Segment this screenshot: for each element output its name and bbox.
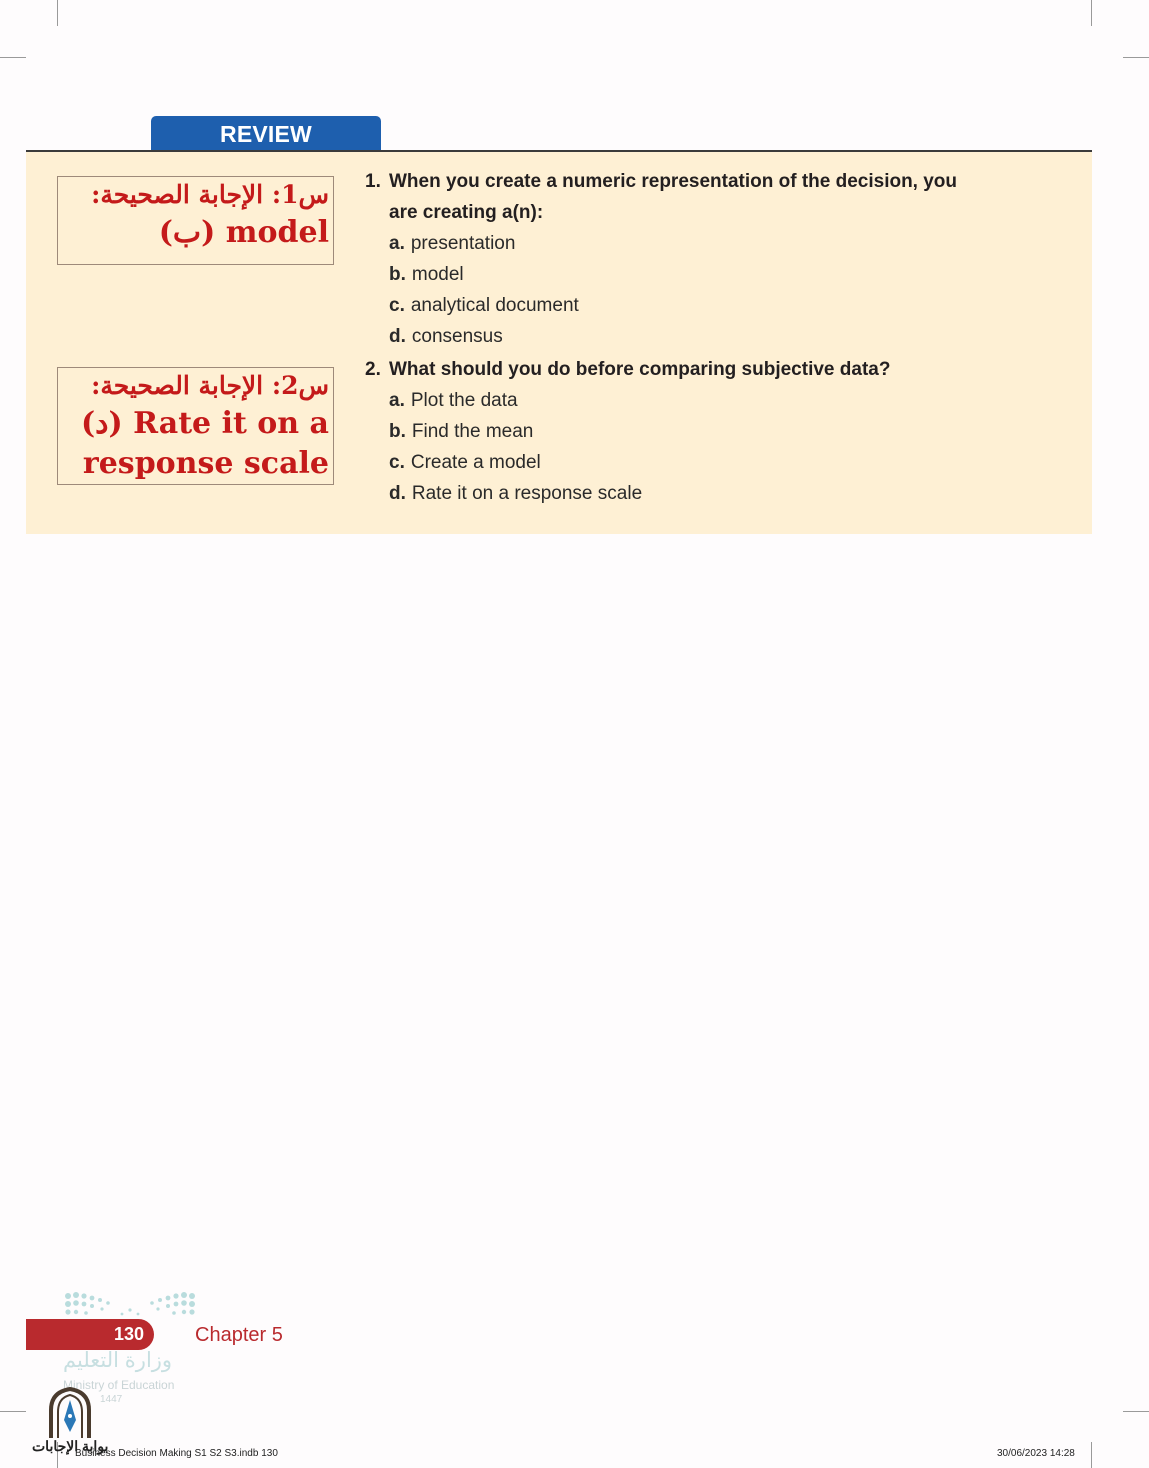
option-a xyxy=(365,385,1065,416)
option-letter: b. xyxy=(389,421,406,442)
answer-box-2 xyxy=(57,367,334,485)
option-a xyxy=(365,228,1065,259)
option-d xyxy=(365,321,1065,352)
answer-heading: س1: الإجابة الصحيحة: xyxy=(91,180,329,209)
option-c xyxy=(365,290,1065,321)
answer-text: Rate it on a (د) xyxy=(80,406,329,441)
question-2 xyxy=(365,354,1065,509)
option-b xyxy=(365,259,1065,290)
question-list xyxy=(365,166,1065,509)
option-letter: a. xyxy=(389,390,405,411)
option-text: presentation xyxy=(410,233,516,254)
question-stem xyxy=(365,166,1065,228)
option-letter: c. xyxy=(389,452,405,473)
question-number: 1. xyxy=(365,171,381,192)
ministry-year: 1447 xyxy=(100,1394,123,1405)
page-number: 130 xyxy=(26,1319,154,1350)
answer-box-1 xyxy=(57,176,334,265)
option-text: Create a model xyxy=(410,452,541,473)
crop-mark xyxy=(1091,1442,1092,1468)
question-stem xyxy=(365,354,1065,385)
answer-text: response scale xyxy=(82,446,329,481)
option-text: Rate it on a response scale xyxy=(411,483,643,504)
question-number: 2. xyxy=(365,359,381,380)
option-b xyxy=(365,416,1065,447)
print-date: 30/06/2023 14:28 xyxy=(997,1448,1075,1459)
question-stem-line: What should you do before comparing subjective data? xyxy=(389,359,891,380)
option-letter: c. xyxy=(389,295,405,316)
ministry-name-english: Ministry of Education xyxy=(63,1378,175,1392)
option-d xyxy=(365,478,1065,509)
crop-mark xyxy=(57,0,58,26)
crop-mark xyxy=(1091,0,1092,26)
crop-mark xyxy=(0,57,26,58)
crop-mark xyxy=(1123,57,1149,58)
option-letter: b. xyxy=(389,264,406,285)
option-letter: d. xyxy=(389,483,406,504)
answer-heading: س2: الإجابة الصحيحة: xyxy=(91,371,329,400)
answer-text: model (ب) xyxy=(158,215,329,250)
ministry-name-arabic: وزارة التعليم xyxy=(63,1349,173,1372)
chapter-label: Chapter 5 xyxy=(195,1324,283,1346)
option-letter: a. xyxy=(389,233,405,254)
section-rule xyxy=(26,150,1092,152)
option-text: model xyxy=(411,264,464,285)
option-text: consensus xyxy=(411,326,503,347)
crop-mark xyxy=(1123,1411,1149,1412)
option-letter: d. xyxy=(389,326,406,347)
answers-portal-name: بوابة الإجابات xyxy=(32,1438,109,1454)
print-slug: Business Decision Making S1 S2 S3.indb 130 xyxy=(75,1448,278,1459)
answers-portal-logo-icon xyxy=(45,1386,95,1440)
question-stem-line: When you create a numeric representation of the decision, you xyxy=(389,171,958,192)
option-c xyxy=(365,447,1065,478)
option-text: Find the mean xyxy=(411,421,534,442)
question-1 xyxy=(365,166,1065,352)
option-text: analytical document xyxy=(410,295,579,316)
crop-mark xyxy=(0,1411,26,1412)
section-title: REVIEW xyxy=(151,116,381,151)
option-text: Plot the data xyxy=(410,390,518,411)
question-stem-line: are creating a(n): xyxy=(389,202,544,223)
